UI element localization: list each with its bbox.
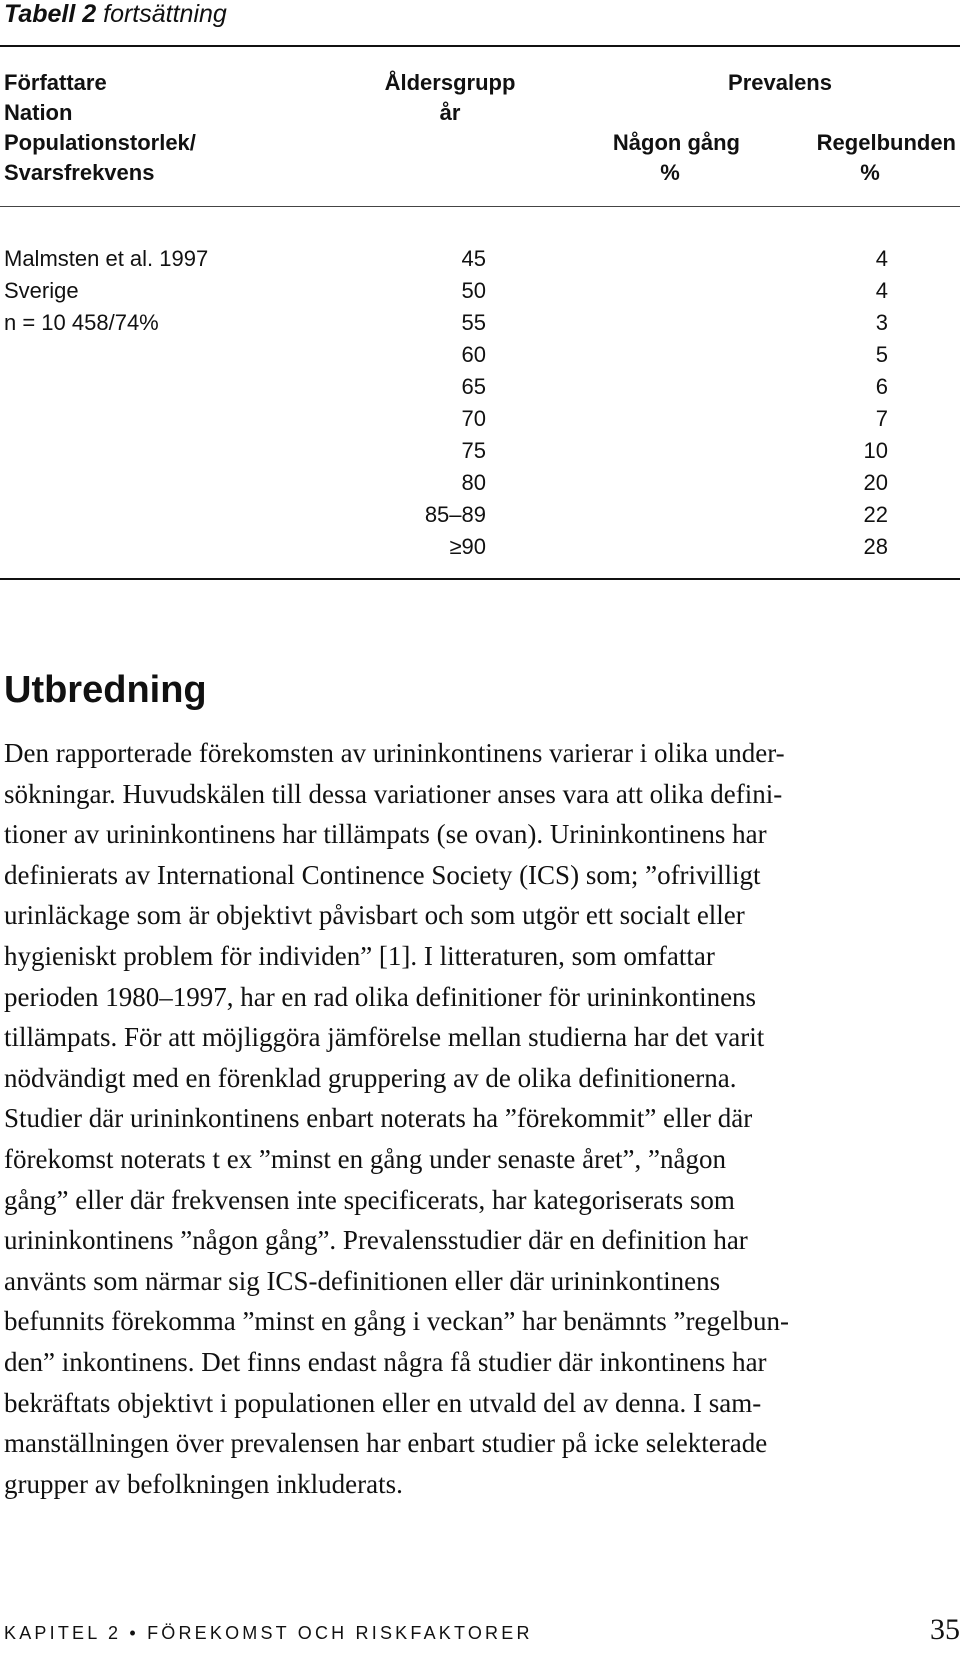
header-regular: Regelbunden (816, 130, 956, 155)
header-prevalence: Prevalens (728, 70, 832, 95)
study-author: Malmsten et al. 1997 (4, 246, 209, 271)
age-group-cell: 45 (461, 246, 486, 271)
table-caption-label: Tabell 2 (4, 0, 97, 28)
age-group-cell: 75 (461, 438, 486, 463)
regular-prevalence-cell: 7 (875, 406, 888, 431)
study-nation: Sverige (4, 278, 79, 303)
text-line: gång” eller där frekvensen inte specificerats, har kategoriserats som (4, 1184, 735, 1215)
text-line: förekomst noterats t ex ”minst en gång under senaste året”, ”någon (4, 1143, 726, 1174)
regular-prevalence-cell: 10 (863, 438, 888, 463)
table-bottom-rule (0, 578, 960, 580)
table-top-rule (0, 45, 960, 47)
age-group-cell: 85–89 (424, 502, 486, 527)
text-line: manställningen över prevalensen har enbart studier på icke selekterade (4, 1428, 768, 1459)
age-group-cell: 60 (461, 342, 486, 367)
text-line: Den rapporterade förekomsten av urininkontinens varierar i olika under- (4, 738, 785, 768)
text-line: tillämpats. För att möjliggöra jämförelse mellan studierna har det varit (4, 1022, 765, 1053)
text-line: befunnits förekomma ”minst en gång i veckan” har benämnts ”regelbun- (4, 1306, 789, 1337)
text-line: definierats av International Continence Society (ICS) som; ”ofrivilligt (4, 859, 761, 890)
header-population: Populationstorlek/ (4, 130, 196, 155)
regular-prevalence-cell: 4 (875, 246, 888, 271)
age-group-cell: 70 (461, 406, 486, 431)
body-paragraph (4, 733, 956, 1504)
table-caption-rest: fortsättning (96, 0, 227, 28)
header-age-unit: år (439, 100, 461, 125)
text-line: tioner av urininkontinens har tillämpats (se ovan). Urininkontinens har (4, 819, 767, 850)
page-number: 35 (930, 1613, 960, 1646)
header-pct-ever: % (660, 160, 680, 185)
regular-prevalence-cell: 22 (863, 502, 888, 527)
age-group-cell: ≥90 (449, 534, 486, 559)
regular-prevalence-cell: 6 (875, 374, 888, 399)
text-line: bekräftats objektivt i populationen eller en utvald del av denna. I sam- (4, 1387, 762, 1418)
text-line: grupper av befolkningen inkluderats. (4, 1468, 403, 1499)
study-population: n = 10 458/74% (4, 310, 159, 335)
text-line: använts som närmar sig ICS-definitionen eller där urininkontinens (4, 1265, 721, 1296)
header-age-group: Åldersgrupp (384, 70, 516, 95)
header-ever: Någon gång (612, 130, 740, 155)
regular-prevalence-cell: 4 (875, 278, 888, 303)
header-pct-regular: % (860, 160, 880, 185)
header-author: Författare (4, 70, 107, 95)
regular-prevalence-cell: 3 (875, 310, 888, 335)
table-header-rule (0, 206, 960, 207)
regular-prevalence-cell: 20 (863, 470, 888, 495)
header-response-rate: Svarsfrekvens (4, 160, 155, 185)
age-group-cell: 55 (461, 310, 486, 335)
age-group-cell: 50 (461, 278, 486, 303)
age-group-cell: 65 (461, 374, 486, 399)
running-footer: KAPITEL 2 • FÖREKOMST OCH RISKFAKTORER (4, 1623, 533, 1643)
text-line: nödvändigt med en förenklad gruppering av de olika definitionerna. (4, 1062, 737, 1093)
regular-prevalence-cell: 5 (875, 342, 888, 367)
regular-prevalence-cell: 28 (863, 534, 888, 559)
table-caption (4, 0, 227, 29)
text-line: sökningar. Huvudskälen till dessa variationer anses vara att olika defini- (4, 778, 783, 809)
text-line: Studier där urininkontinens enbart noterats ha ”förekommit” eller där (4, 1103, 753, 1134)
text-line: perioden 1980–1997, har en rad olika definitioner för urininkontinens (4, 981, 757, 1012)
text-line: den” inkontinens. Det finns endast några få studier där inkontinens har (4, 1346, 767, 1377)
text-line: hygieniskt problem för individen” [1]. I litteraturen, som omfattar (4, 940, 715, 971)
text-line: urininkontinens ”någon gång”. Prevalensstudier där en definition har (4, 1225, 748, 1256)
text-line: urinläckage som är objektivt påvisbart och som utgör ett socialt eller (4, 900, 745, 931)
age-group-cell: 80 (461, 470, 486, 495)
header-nation: Nation (4, 100, 73, 125)
section-heading: Utbredning (4, 669, 207, 711)
